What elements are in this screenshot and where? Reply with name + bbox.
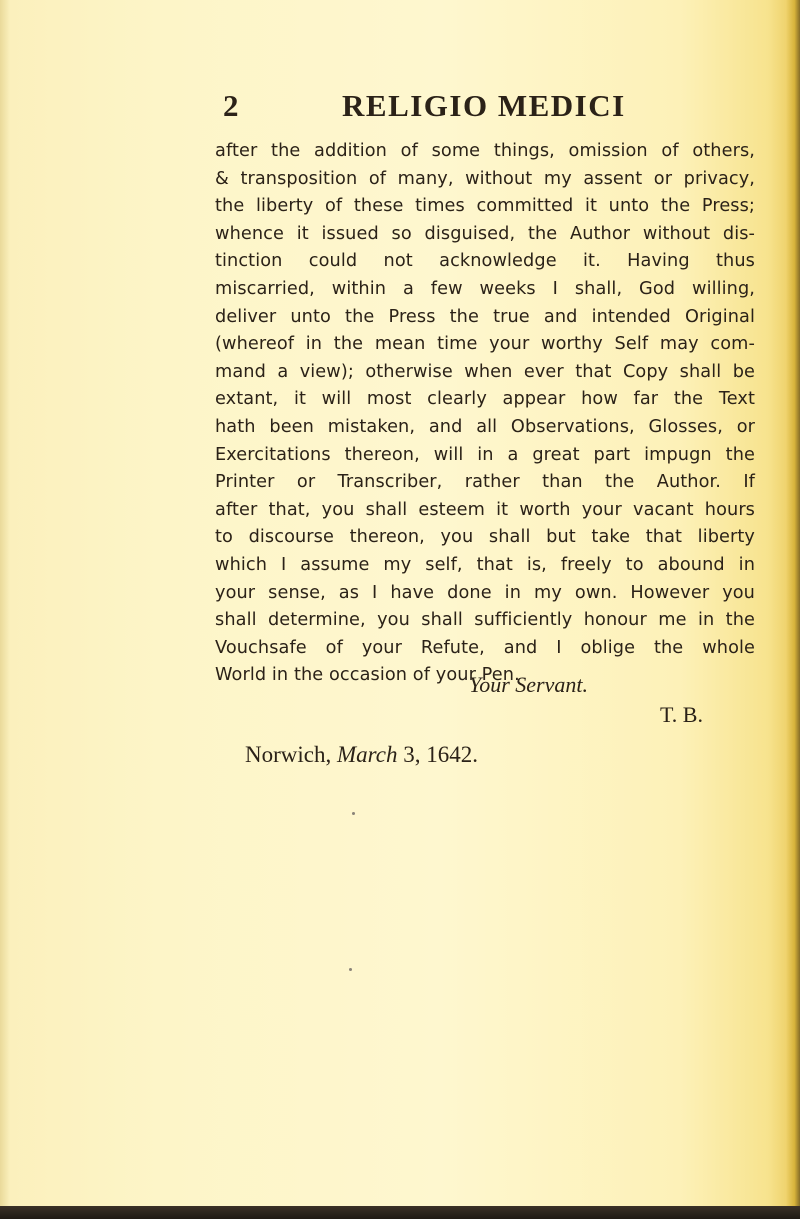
text-line: the liberty of these times committed it unto the Press;: [215, 196, 755, 217]
text-line: extant, it will most clearly appear how far the Text: [215, 389, 755, 410]
page-number: 2: [223, 88, 240, 123]
dateline: [245, 742, 478, 768]
paper-speck: [352, 812, 355, 815]
text-line: shall determine, you shall sufficiently honour me in the: [215, 610, 755, 631]
text-line: tinction could not acknowledge it. Having thus: [215, 251, 755, 272]
page-bottom-edge: [0, 1206, 800, 1219]
author-initials: T. B.: [660, 702, 703, 727]
body-paragraph: [215, 138, 755, 690]
text-line: & transposition of many, without my assent or privacy,: [215, 168, 755, 189]
text-line: Exercitations thereon, will in a great part impugn the: [215, 444, 755, 465]
text-line: hath been mistaken, and all Observations, Glosses, or: [215, 416, 755, 437]
text-line: which I assume my self, that is, freely to abound in: [215, 554, 755, 575]
closing-salutation: Your Servant.: [469, 672, 588, 697]
page-right-edge-binding: [786, 0, 800, 1219]
page-left-edge-shadow: [0, 0, 10, 1219]
paper-speck: [349, 968, 352, 971]
text-line: miscarried, within a few weeks I shall, God willing,: [215, 278, 755, 299]
text-line-last: World in the occasion of your Pen.: [215, 665, 520, 686]
running-head: [215, 88, 755, 128]
text-line: Vouchsafe of your Refute, and I oblige the whole: [215, 637, 755, 658]
text-line: mand a view); otherwise when ever that Copy shall be: [215, 361, 755, 382]
running-title: RELIGIO MEDICI: [342, 88, 626, 123]
text-line: to discourse thereon, you shall but take that liberty: [215, 527, 755, 548]
text-line: after that, you shall esteem it worth your vacant hours: [215, 499, 755, 520]
dateline-day-year: 3, 1642.: [403, 742, 478, 767]
text-line: deliver unto the Press the true and intended Original: [215, 306, 755, 327]
dateline-month: March: [336, 742, 398, 767]
dateline-place: Norwich,: [245, 742, 332, 767]
text-line: whence it issued so disguised, the Author without dis-: [215, 223, 755, 244]
text-line: Printer or Transcriber, rather than the Author. If: [215, 472, 755, 493]
text-line: your sense, as I have done in my own. However you: [215, 582, 755, 603]
text-line: after the addition of some things, omission of others,: [215, 141, 755, 161]
text-line: (whereof in the mean time your worthy Self may com-: [215, 334, 755, 355]
